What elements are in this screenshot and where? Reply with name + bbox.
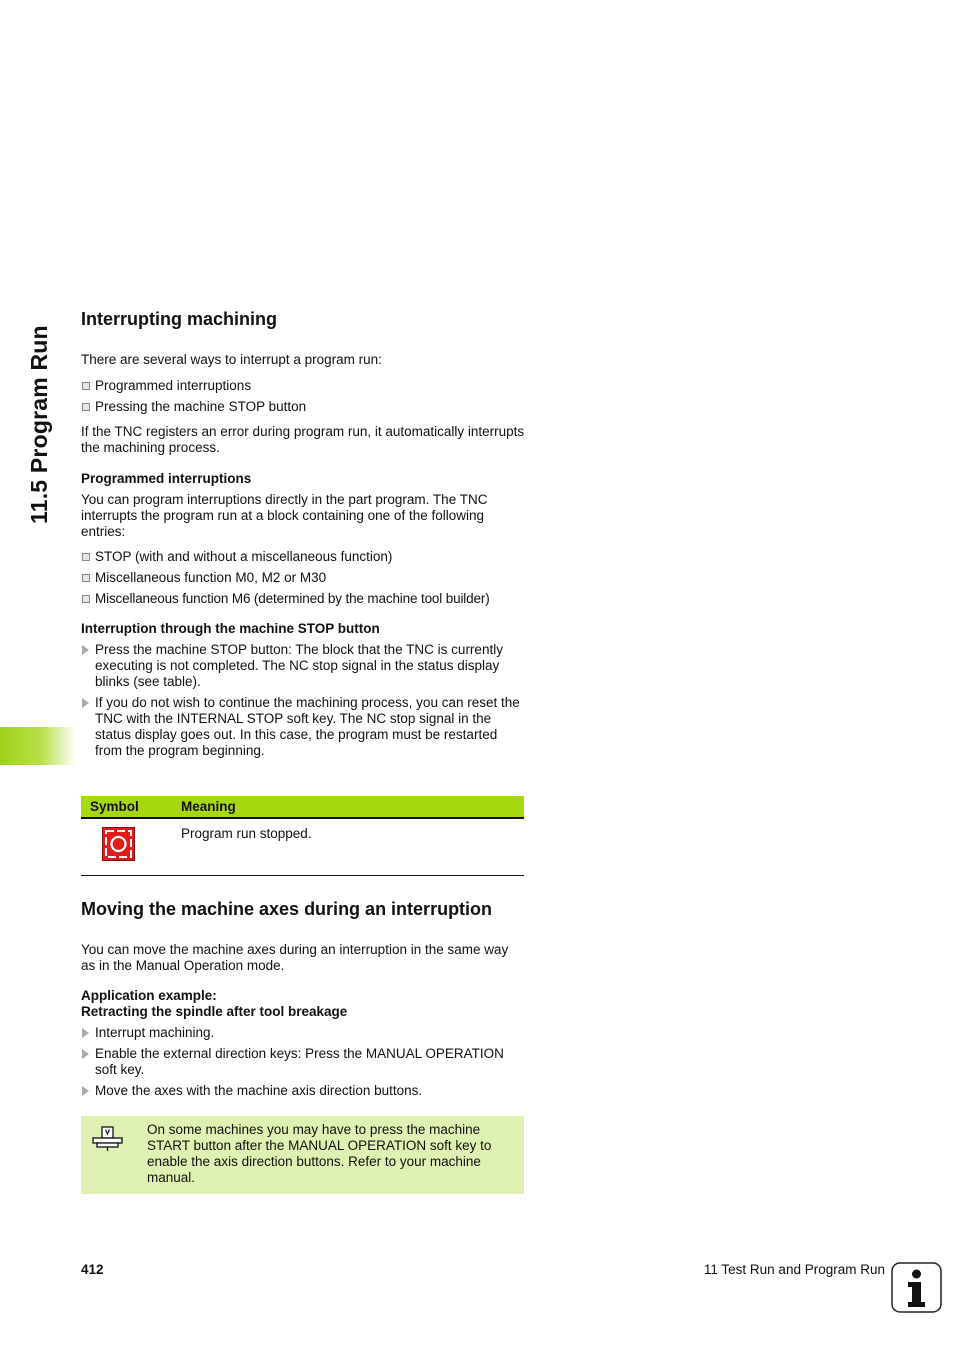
step-text: Move the axes with the machine axis direction buttons. [95,1083,423,1098]
section-heading-interrupting: Interrupting machining [81,309,277,329]
machine-note-icon [91,1126,125,1152]
step-arrow-icon [82,1086,89,1096]
programmed-entries-list [81,549,525,607]
programmed-paragraph: You can program interruptions directly in the part program. The TNC interrupts the program run at a block containing one of the following entries: [81,492,488,539]
step-arrow-icon [82,1049,89,1059]
list-item-text: STOP (with and without a miscellaneous function) [95,549,393,564]
interruption-ways-list [81,378,525,415]
list-item [81,549,525,565]
error-paragraph: If the TNC registers an error during program run, it automatically interrupts the machining process. [81,424,525,455]
subheading-stop-button: Interruption through the machine STOP button [81,621,380,636]
bullet-square-icon [82,553,90,561]
moving-axes-paragraph: You can move the machine axes during an interruption in the same way as in the Manual Operation mode. [81,942,509,973]
example-heading: Application example: [81,988,217,1003]
list-item [81,399,525,415]
sidebar-chapter-title [24,310,64,530]
footer-chapter-title: 11 Test Run and Program Run [703,1262,885,1277]
list-item [81,570,525,586]
info-icon [891,1262,942,1313]
symbol-table [81,796,524,876]
sidebar-chapter-title-text: 11.5 Program Run [26,325,52,524]
example-subheading: Retracting the spindle after tool breakage [81,1004,348,1019]
stop-steps-list [81,642,525,759]
table-header-row [81,796,524,818]
step-text: If you do not wish to continue the machining process, you can reset the TNC with the INTERNAL STOP soft key. The NC stop signal in the status display goes out. In this case, the program must be restarted from the program beginning. [95,695,520,758]
step-text: Press the machine STOP button: The block that the TNC is currently executing is not completed. The NC stop signal in the status display blinks (see table). [95,642,503,689]
list-item-text: Miscellaneous function M6 (determined by the machine tool builder) [95,591,490,606]
table-header-meaning: Meaning [172,796,524,818]
bullet-square-icon [82,382,90,390]
table-row [81,818,524,876]
page-number: 412 [81,1262,104,1277]
list-item-text: Programmed interruptions [95,378,252,393]
step-item [81,1046,525,1078]
step-arrow-icon [82,698,89,708]
bullet-square-icon [82,574,90,582]
table-cell-meaning: Program run stopped. [172,818,524,876]
sidebar-tab-marker [0,727,76,765]
step-arrow-icon [82,1028,89,1038]
section-heading-moving-axes: Moving the machine axes during an interruption [81,899,493,919]
bullet-square-icon [82,403,90,411]
intro-text: There are several ways to interrupt a program run: [81,352,382,367]
list-item-text: Miscellaneous function M0, M2 or M30 [95,570,327,585]
step-item [81,642,525,690]
example-steps-list [81,1025,525,1099]
step-text: Enable the external direction keys: Press the MANUAL OPERATION soft key. [95,1046,504,1077]
list-item [81,591,525,607]
note-text: On some machines you may have to press the machine START button after the MANUAL OPERATION soft key to enable the axis direction buttons. Refer to your machine manual. [147,1122,492,1185]
list-item [81,378,525,394]
nc-stop-icon [102,827,135,861]
subheading-programmed: Programmed interruptions [81,471,252,486]
list-item-text: Pressing the machine STOP button [95,399,307,414]
step-item [81,695,525,759]
table-header-symbol: Symbol [81,796,172,818]
table-cell-symbol [81,818,172,876]
step-item [81,1025,525,1041]
step-item [81,1083,525,1099]
step-text: Interrupt machining. [95,1025,215,1040]
step-arrow-icon [82,645,89,655]
bullet-square-icon [82,595,90,603]
main-content [81,306,525,1194]
machine-note-box [81,1116,524,1194]
